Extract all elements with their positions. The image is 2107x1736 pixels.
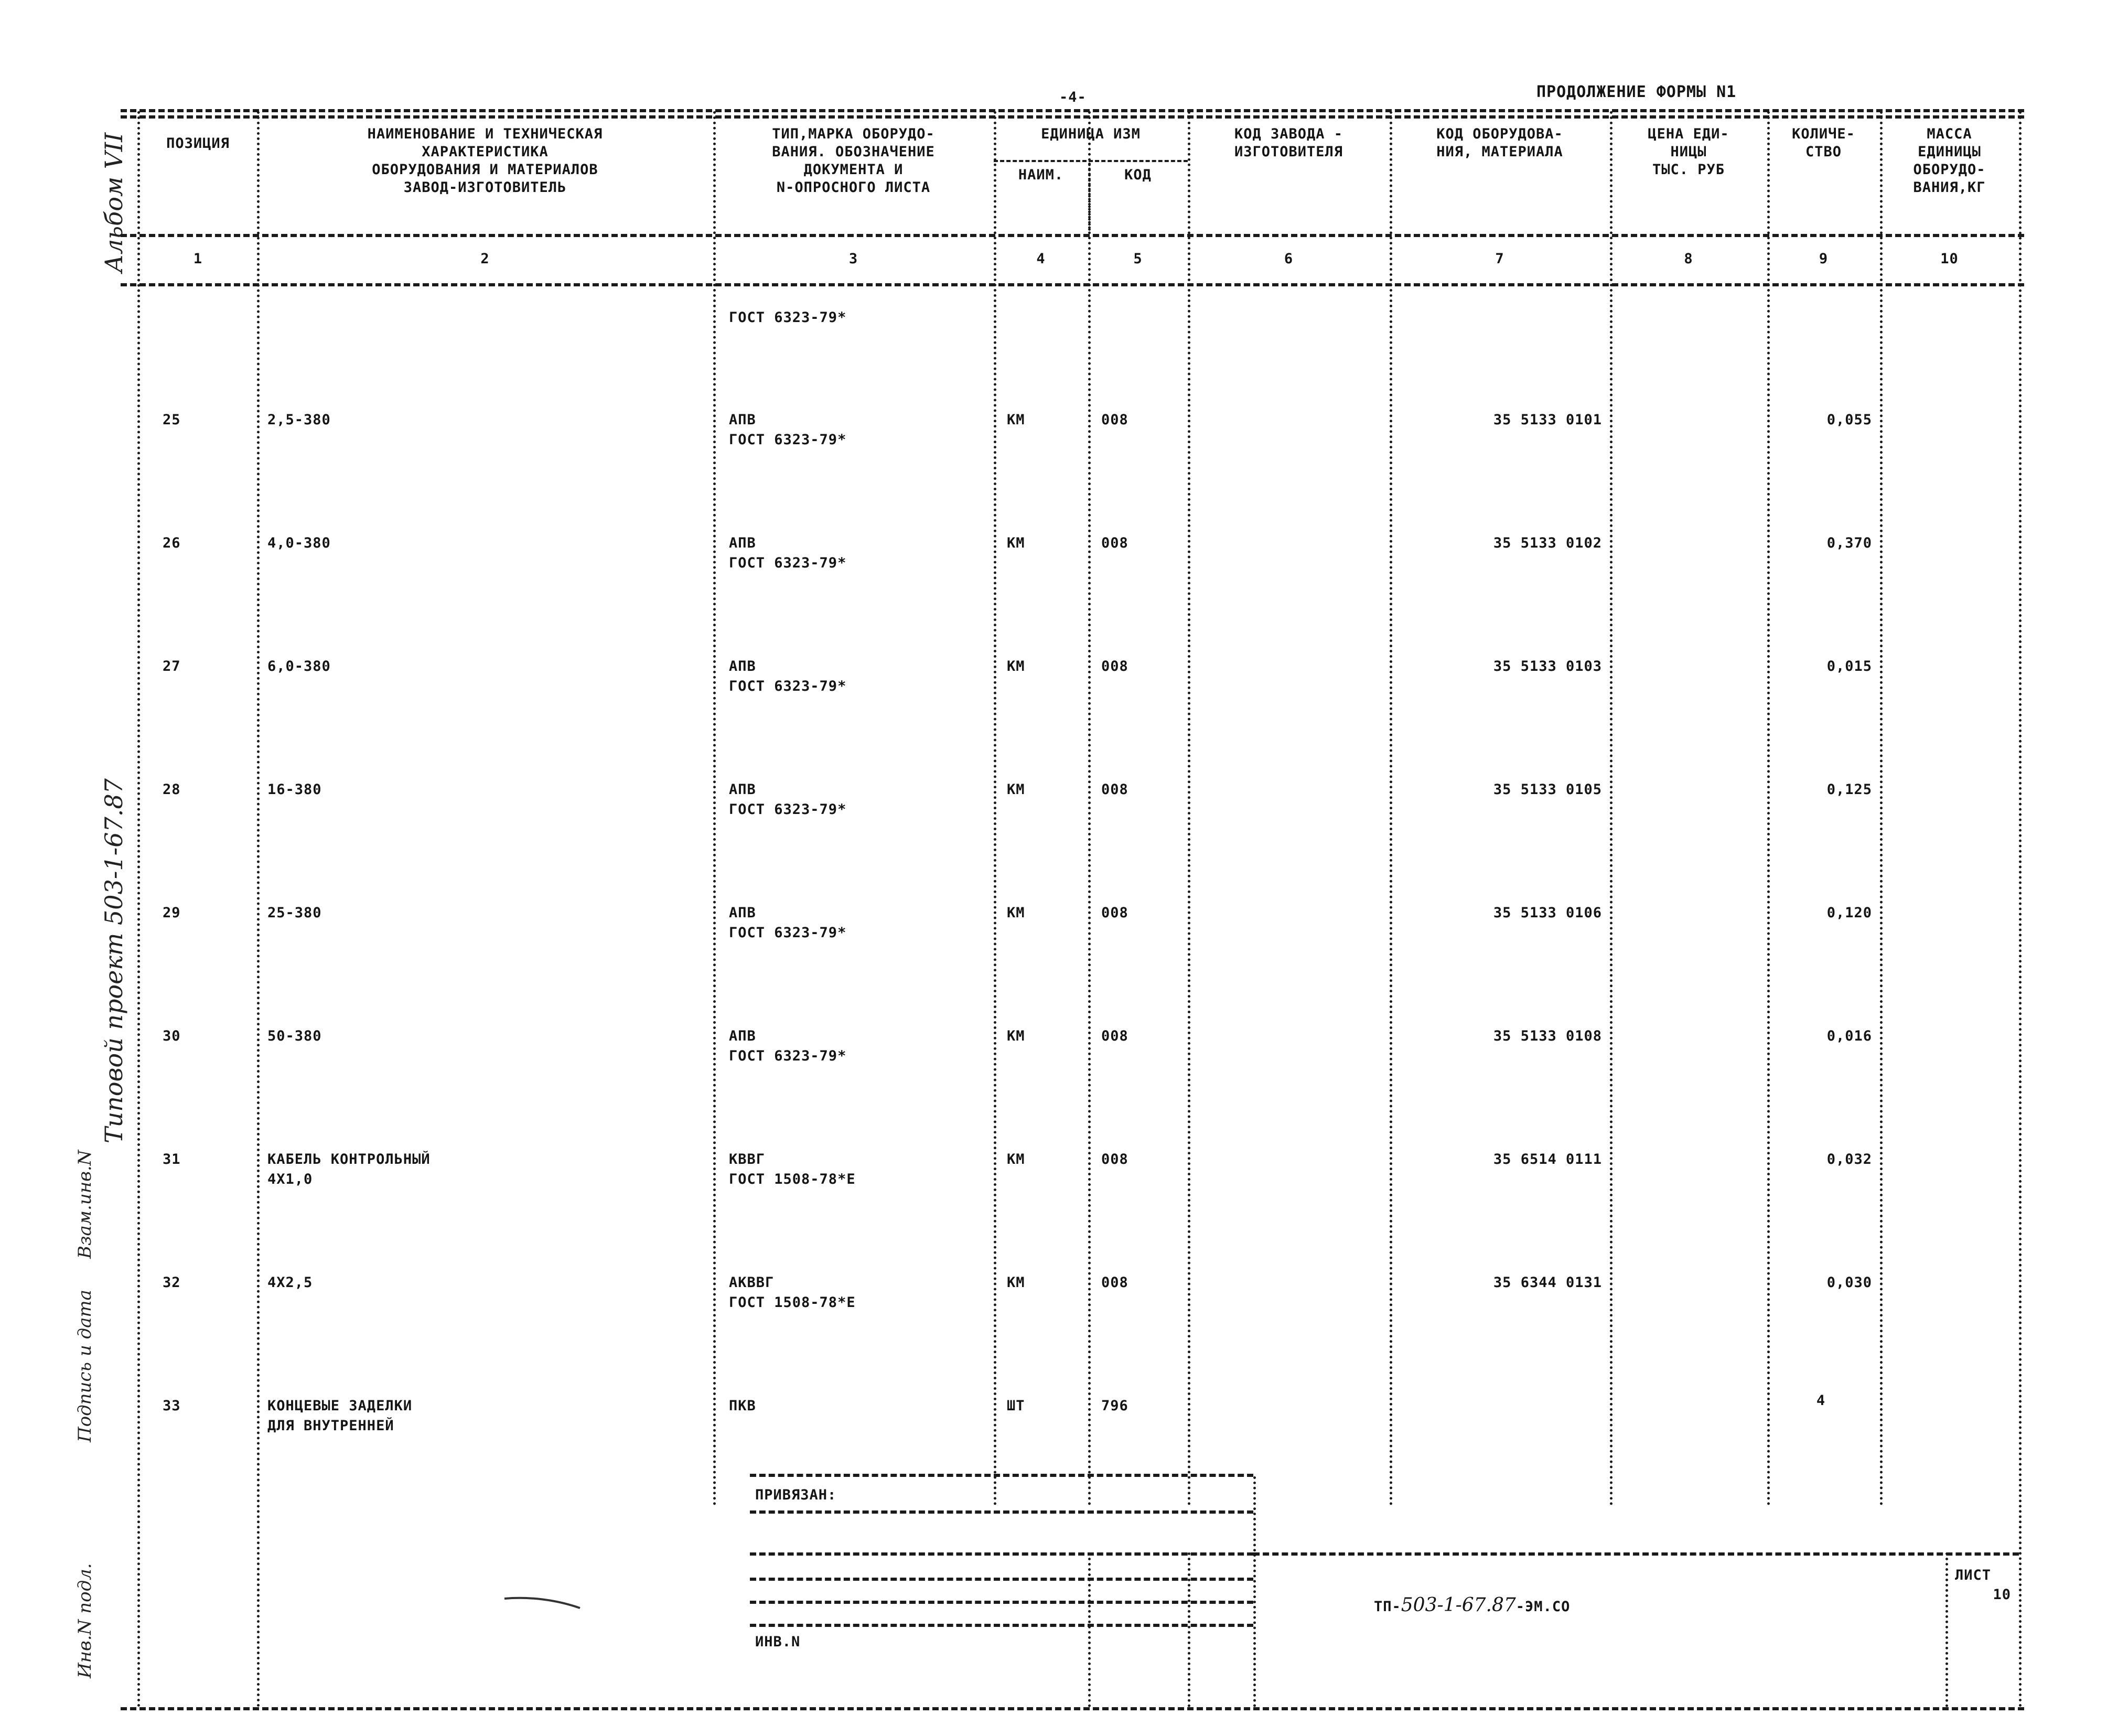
row-type: АПВ (729, 1028, 756, 1044)
col-num-8: 8 (1684, 251, 1693, 267)
column-number-rule (121, 283, 2024, 286)
col-header-7-l1: КОД ОБОРУДОВА- (1436, 126, 1563, 142)
col-header-8-l1: ЦЕНА ЕДИ- (1648, 126, 1729, 142)
row-spec: ГОСТ 6323-79* (729, 555, 847, 571)
row-quantity: 0,125 (1826, 781, 1872, 798)
row-quantity: 0,370 (1826, 535, 1872, 551)
stamp-rule-1 (750, 1474, 1253, 1477)
unit-group-header: ЕДИНИЦА ИЗМ (1041, 126, 1141, 142)
stamp-rule-3 (750, 1552, 1253, 1556)
header-rule (121, 234, 2024, 237)
row-pos: 26 (163, 535, 181, 551)
row-name: 4,0-380 (267, 535, 331, 551)
col-divider-9 (1880, 111, 1883, 1506)
row-material-code: 35 5133 0102 (1493, 535, 1602, 551)
document-number (1374, 1594, 1570, 1616)
sheet-box-divider (1945, 1552, 1948, 1707)
col-num-1: 1 (193, 251, 203, 267)
row-name: 25-380 (267, 905, 322, 921)
stamp-rule-4 (750, 1578, 1253, 1581)
col-num-10: 10 (1940, 251, 1959, 267)
col-header-2-l2: ХАРАКТЕРИСТИКА (422, 144, 549, 160)
col-divider-7 (1610, 111, 1612, 1506)
col-num-2: 2 (480, 251, 490, 267)
row-type: АПВ (729, 535, 756, 551)
stamp-inventory-label: ИНВ.N (755, 1634, 801, 1650)
row-spec: ГОСТ 6323-79* (729, 1048, 847, 1064)
row-material-code: 35 5133 0103 (1493, 658, 1602, 674)
margin-stamp-inventory: Инв.N подл. (74, 1563, 95, 1678)
row-quantity: 0,030 (1826, 1274, 1872, 1291)
row-type: АПВ (729, 412, 756, 428)
col-header-8-l2: НИЦЫ (1670, 144, 1707, 160)
row-name: КАБЕЛЬ КОНТРОЛЬНЫЙ (267, 1151, 431, 1167)
col-header-5: КОД (1124, 167, 1152, 183)
row-unit-code: 008 (1101, 535, 1128, 551)
row-name-line2: 4Х1,0 (267, 1171, 313, 1187)
row-material-code: 35 5133 0101 (1493, 412, 1602, 428)
row-name: 6,0-380 (267, 658, 331, 674)
row-type: КВВГ (729, 1151, 766, 1167)
row-unit-code: 008 (1101, 412, 1128, 428)
col-header-2-l3: ОБОРУДОВАНИЯ И МАТЕРИАЛОВ (372, 162, 598, 178)
col-header-2-l4: ЗАВОД-ИЗГОТОВИТЕЛЬ (403, 179, 567, 196)
row-name: 50-380 (267, 1028, 322, 1044)
row-name-line2: ДЛЯ ВНУТРЕННЕЙ (267, 1418, 394, 1434)
row-quantity: 0,120 (1826, 905, 1872, 921)
col-divider-6 (1390, 111, 1392, 1506)
row-unit: КМ (1007, 905, 1025, 921)
row-material-code: 35 6514 0111 (1493, 1151, 1602, 1167)
col-divider-5 (1188, 111, 1190, 1506)
row-material-code: 35 5133 0106 (1493, 905, 1602, 921)
doc-number-prefix: ТП- (1374, 1599, 1401, 1615)
row-unit: КМ (1007, 781, 1025, 798)
col-header-10-l4: ВАНИЯ,КГ (1913, 179, 1986, 196)
row-pos: 31 (163, 1151, 181, 1167)
sheet-number: 10 (1993, 1587, 2011, 1603)
row-unit: ШТ (1007, 1398, 1025, 1414)
row-pos: 32 (163, 1274, 181, 1291)
carried-spec: ГОСТ 6323-79* (729, 309, 847, 326)
row-unit-code: 008 (1101, 1028, 1128, 1044)
row-quantity: 0,055 (1826, 412, 1872, 428)
row-name: КОНЦЕВЫЕ ЗАДЕЛКИ (267, 1398, 413, 1414)
row-name: 16-380 (267, 781, 322, 798)
col-header-8-l3: ТЫС. РУБ (1652, 162, 1725, 178)
form-continuation-title: ПРОДОЛЖЕНИЕ ФОРМЫ N1 (1536, 83, 1737, 101)
stamp-divider-2 (1088, 1552, 1091, 1707)
frame-top-rule-2 (121, 115, 2024, 119)
row-name: 2,5-380 (267, 412, 331, 428)
row-unit-code: 008 (1101, 658, 1128, 674)
margin-stamp-replacement: Взам.инв.N (74, 1150, 95, 1259)
col-divider-1 (257, 111, 260, 1708)
page-mark: -4- (1059, 89, 1087, 105)
col-header-2-l1: НАИМЕНОВАНИЕ И ТЕХНИЧЕСКАЯ (367, 126, 603, 142)
row-pos: 27 (163, 658, 181, 674)
col-header-10-l2: ЕДИНИЦЫ (1918, 144, 1981, 160)
row-unit-code: 008 (1101, 1274, 1128, 1291)
row-unit: КМ (1007, 412, 1025, 428)
doc-number-suffix: -ЭМ.СО (1515, 1599, 1571, 1615)
stamp-divider (1253, 1476, 1256, 1707)
col-num-4: 4 (1036, 251, 1046, 267)
project-label: Типовой проект 503-1-67.87 (100, 778, 128, 1143)
row-unit-code: 008 (1101, 781, 1128, 798)
row-pos: 33 (163, 1398, 181, 1414)
col-divider-8 (1767, 111, 1770, 1506)
pen-stroke (503, 1594, 582, 1610)
col-header-10-l3: ОБОРУДО- (1913, 162, 1986, 178)
row-pos: 30 (163, 1028, 181, 1044)
col-header-1: ПОЗИЦИЯ (166, 135, 230, 152)
stamp-rule-5 (750, 1601, 1253, 1604)
row-unit: КМ (1007, 1274, 1025, 1291)
col-header-3-l4: N-ОПРОСНОГО ЛИСТА (776, 179, 931, 196)
sheet-label: ЛИСТ (1955, 1567, 1992, 1583)
row-unit: КМ (1007, 535, 1025, 551)
row-type: АКВВГ (729, 1274, 775, 1291)
row-pos: 28 (163, 781, 181, 798)
col-divider-3 (994, 111, 996, 1506)
row-spec: ГОСТ 6323-79* (729, 678, 847, 694)
row-type: АПВ (729, 658, 756, 674)
col-header-9-l2: СТВО (1805, 144, 1842, 160)
col-header-9-l1: КОЛИЧЕ- (1792, 126, 1855, 142)
col-header-3-l3: ДОКУМЕНТА И (803, 162, 904, 178)
stamp-rule-right (1253, 1552, 2019, 1556)
col-header-10-l1: МАССА (1927, 126, 1972, 142)
col-header-3-l1: ТИП,МАРКА ОБОРУДО- (772, 126, 935, 142)
row-unit-code: 796 (1101, 1398, 1128, 1414)
row-type: ПКВ (729, 1398, 756, 1414)
col-num-9: 9 (1819, 251, 1829, 267)
row-quantity: 0,032 (1826, 1151, 1872, 1167)
stamp-rule-6 (750, 1624, 1253, 1627)
row-unit: КМ (1007, 658, 1025, 674)
col-divider-2 (713, 111, 716, 1506)
col-divider-4 (1088, 111, 1091, 1506)
margin-stamp-signature: Подпись и дата (74, 1290, 95, 1442)
row-spec: ГОСТ 1508-78*Е (729, 1171, 856, 1187)
col-header-4: НАИМ. (1018, 167, 1064, 183)
row-material-code: 35 6344 0131 (1493, 1274, 1602, 1291)
col-header-6-l1: КОД ЗАВОДА - (1234, 126, 1343, 142)
row-name: 4Х2,5 (267, 1274, 313, 1291)
row-pos: 25 (163, 412, 181, 428)
row-material-code: 35 5133 0105 (1493, 781, 1602, 798)
row-quantity: 0,016 (1826, 1028, 1872, 1044)
col-header-6-l2: ИЗГОТОВИТЕЛЯ (1234, 144, 1343, 160)
col-num-7: 7 (1495, 251, 1504, 267)
doc-number-handwritten: 503-1-67.87 (1401, 1594, 1516, 1616)
row-material-code: 35 5133 0108 (1493, 1028, 1602, 1044)
col-num-3: 3 (848, 251, 858, 267)
row-unit-code: 008 (1101, 905, 1128, 921)
frame-bottom-rule (121, 1707, 2024, 1710)
row-unit-code: 008 (1101, 1151, 1128, 1167)
row-spec: ГОСТ 6323-79* (729, 925, 847, 941)
row-spec: ГОСТ 1508-78*Е (729, 1294, 856, 1311)
album-label: Альбом VII (100, 132, 128, 273)
row-spec: ГОСТ 6323-79* (729, 432, 847, 448)
stamp-divider-3 (1188, 1552, 1190, 1707)
row-spec: ГОСТ 6323-79* (729, 801, 847, 818)
col-divider-0 (137, 111, 140, 1708)
row-pos: 29 (163, 905, 181, 921)
stamp-bound-label: ПРИВЯЗАН: (755, 1487, 837, 1503)
row-type: АПВ (729, 781, 756, 798)
frame-top-rule (121, 109, 2024, 112)
stamp-rule-2 (750, 1510, 1253, 1514)
row-quantity: 4 (1816, 1392, 1826, 1409)
row-unit: КМ (1007, 1151, 1025, 1167)
col-num-5: 5 (1133, 251, 1143, 267)
row-quantity: 0,015 (1826, 658, 1872, 674)
row-unit: КМ (1007, 1028, 1025, 1044)
col-num-6: 6 (1284, 251, 1294, 267)
row-type: АПВ (729, 905, 756, 921)
unit-subheader-rule (994, 160, 1188, 162)
frame-right (2019, 111, 2022, 1708)
col-header-3-l2: ВАНИЯ. ОБОЗНАЧЕНИЕ (772, 144, 935, 160)
col-header-7-l2: НИЯ, МАТЕРИАЛА (1436, 144, 1563, 160)
